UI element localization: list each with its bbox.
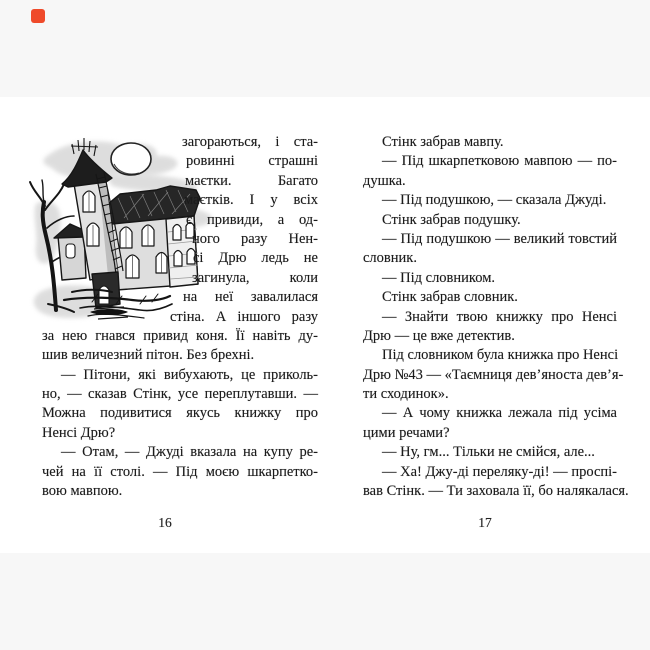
text-line: Стінк забрав мавпу. (382, 134, 504, 150)
text-line: Ненсі Дрю? (42, 424, 116, 441)
left-page-number: 16 (158, 515, 172, 530)
text-line: — Під подушкою, — сказала Джуді. (382, 192, 607, 209)
text-line: — Під шкарпетковою мавпою — по- (382, 153, 617, 170)
text-line: загораються, і ста- (182, 134, 318, 150)
text-line: душка. (363, 172, 406, 189)
text-line: Дрю №43 — «Таємниця дев’яноста дев’я- (363, 366, 624, 383)
text-line: загинула, коли (192, 269, 318, 286)
text-line: — Знайти твою книжку про Ненсі (382, 308, 617, 325)
left-page-text (42, 133, 318, 501)
page-spread-area (0, 97, 650, 553)
text-line: — Отам, — Джуді вказала на купу ре- (61, 444, 318, 461)
text-line: вою мавпою. (42, 483, 123, 500)
text-line: вав Стінк. — Ти заховала її, бо налякалася. (363, 483, 629, 500)
text-line: ного разу Нен- (192, 230, 318, 247)
text-line: Під словником була книжка про Ненсі (382, 347, 619, 364)
text-line: на неї завалилася (183, 289, 318, 306)
text-line: — А чому книжка лежала під усіма (382, 405, 617, 422)
text-line: — Під подушкою — великий товстий (382, 230, 617, 247)
text-line: Стінк забрав подушку. (382, 211, 521, 228)
text-line: — Під словником. (382, 269, 495, 286)
text-line: Можна подивитися якусь книжку про (42, 405, 318, 422)
right-page-number: 17 (478, 515, 492, 530)
text-line: стіна. А іншого разу (170, 308, 318, 325)
text-line: сі Дрю ледь не (193, 250, 318, 267)
text-line: — Пітони, які вибухають, це приколь- (61, 366, 318, 383)
red-corner-marker (31, 9, 45, 23)
text-line: Стінк забрав словник. (382, 289, 518, 306)
text-line: шив величезний пітон. Без брехні. (42, 347, 255, 364)
text-line: — Ну, гм... Тільки не смійся, але... (382, 444, 595, 461)
text-line: ровинні страшні (186, 153, 318, 170)
text-line: чей на її столі. — Під моєю шкарпетко- (42, 463, 318, 480)
text-line: Дрю — це вже детектив. (363, 327, 515, 344)
text-line: цими речами? (363, 424, 450, 441)
text-line: ти сходинок». (363, 386, 449, 403)
text-line: за нею гнався привид коня. Її навіть ду- (42, 327, 318, 344)
text-line: маєтків. І у всіх (184, 192, 318, 209)
text-line: словник. (363, 250, 417, 267)
text-line: маєтки. Багато (185, 172, 318, 189)
text-line: є привиди, а од- (186, 211, 318, 228)
text-line: но, — сказав Стінк, усе переплутавши. — (42, 386, 318, 403)
text-line: — Ха! Джу-ді переляку-ді! — проспі- (382, 463, 617, 480)
right-page-text (363, 133, 629, 501)
